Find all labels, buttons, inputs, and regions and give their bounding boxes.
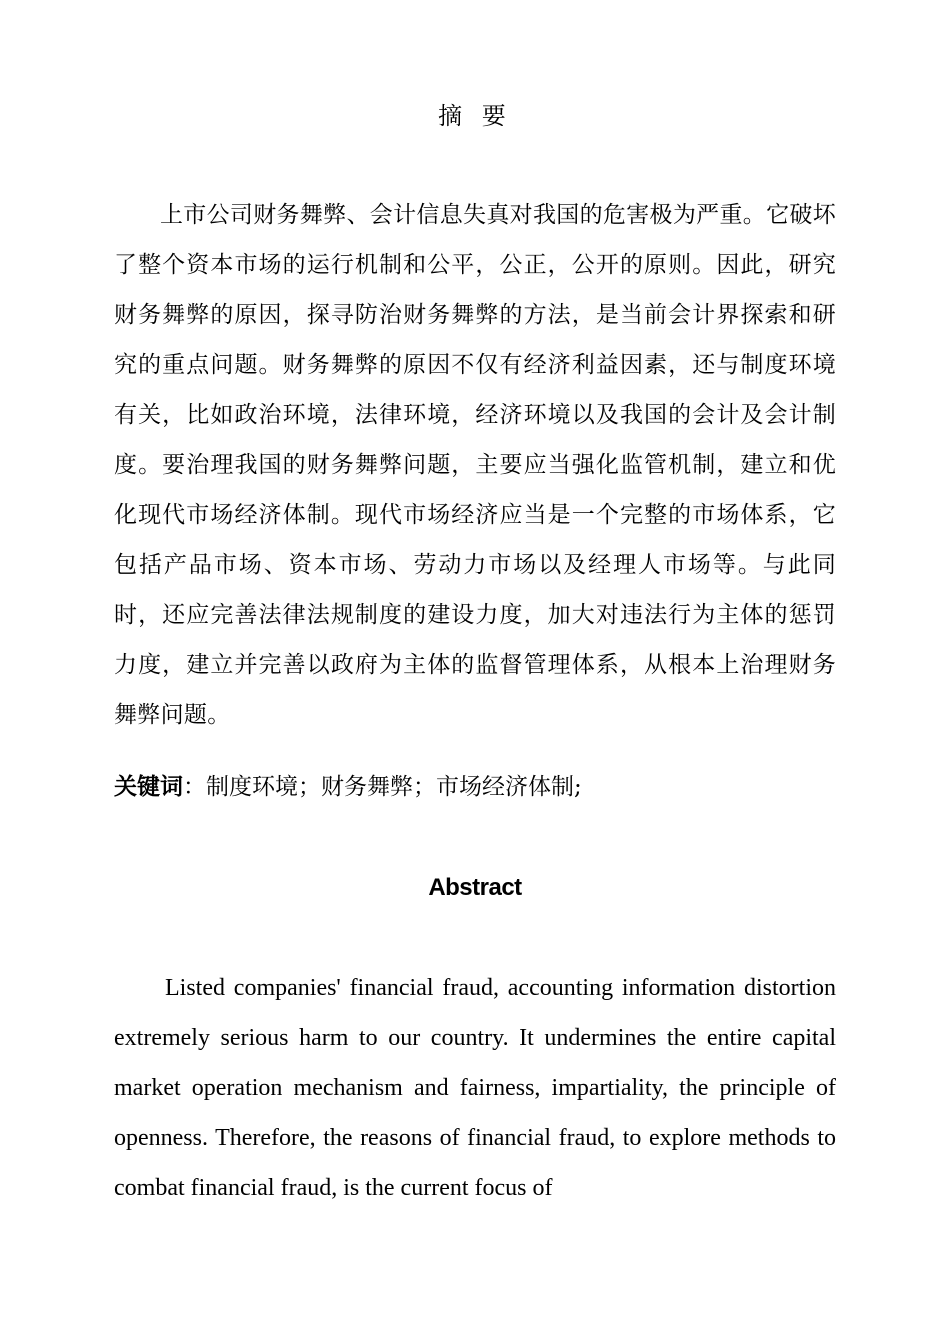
chinese-abstract-title: 摘 要	[438, 102, 512, 130]
english-abstract-paragraph: Listed companies' financial fraud, accounting information distortion extremely serious harm to our country. It undermines the entire capital market operation mechanism and fairness, impartiality, the principle of openness. Therefore, the reasons of financial fraud, to explore methods to combat financial fraud, is the current focus of	[114, 975, 836, 1201]
keywords-label: 关键词	[114, 774, 183, 800]
keywords-separator: ：	[183, 774, 206, 800]
keywords-text: 制度环境；财务舞弊；市场经济体制;	[206, 774, 582, 800]
english-abstract-title: Abstract	[428, 874, 522, 901]
keywords-line	[114, 764, 836, 810]
chinese-abstract-paragraph: 上市公司财务舞弊、会计信息失真对我国的危害极为严重。它破坏了整个资本市场的运行机制和公平，公正，公开的原则。因此，研究财务舞弊的原因，探寻防治财务舞弊的方法，是当前会计界探索和研究的重点问题。财务舞弊的原因不仅有经济利益因素，还与制度环境有关，比如政治环境，法律环境，经济环境以及我国的会计及会计制度。要治理我国的财务舞弊问题，主要应当强化监管机制，建立和优化现代市场经济体制。现代市场经济应当是一个完整的市场体系，它包括产品市场、资本市场、劳动力市场以及经理人市场等。与此同时，还应完善法律法规制度的建设力度，加大对违法行为主体的惩罚力度，建立并完善以政府为主体的监督管理体系，从根本上治理财务舞弊问题。	[114, 202, 836, 728]
